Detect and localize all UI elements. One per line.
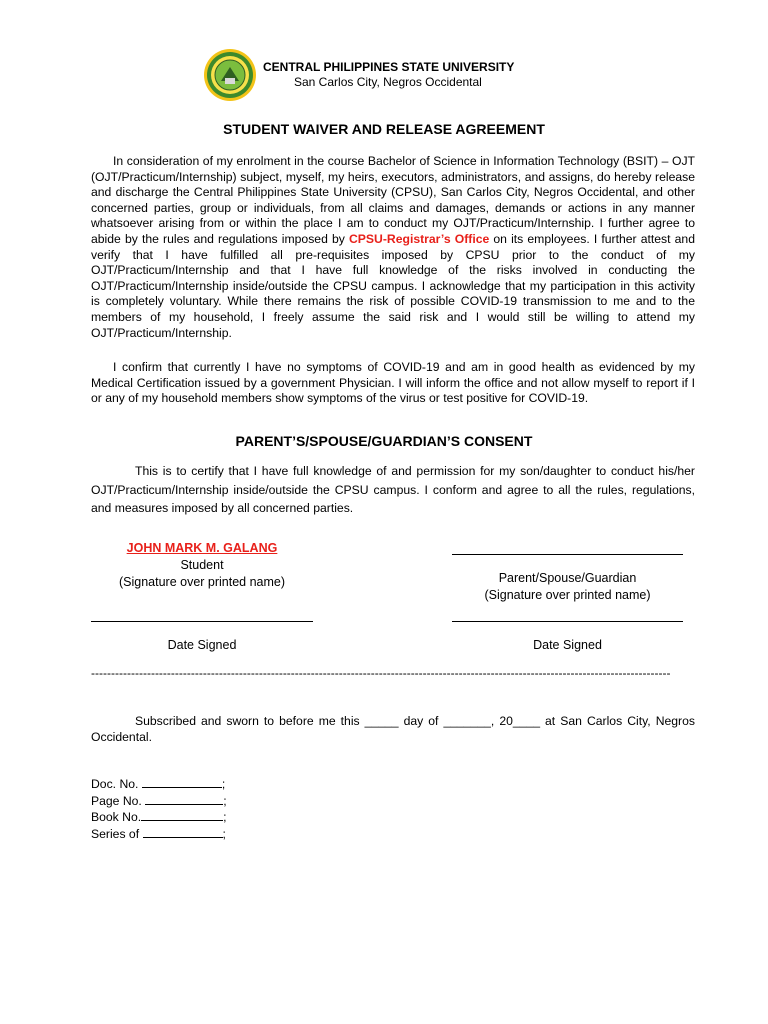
university-name: CENTRAL PHILIPPINES STATE UNIVERSITY — [263, 60, 515, 74]
student-date-label: Date Signed — [167, 638, 237, 652]
guardian-date-line — [452, 621, 683, 622]
guardian-role-label: Parent/Spouse/Guardian — [498, 571, 637, 585]
book-no-label: Book No. — [91, 810, 142, 825]
series-of-label: Series of — [91, 827, 140, 842]
notary-references — [91, 776, 227, 843]
waiver-paragraph-2 — [91, 360, 695, 407]
consent-paragraph — [91, 462, 695, 518]
guardian-date-label: Date Signed — [533, 638, 602, 652]
university-seal-logo — [203, 48, 257, 102]
book-no-suffix: ; — [223, 810, 227, 825]
notary-paragraph — [91, 713, 695, 745]
university-address: San Carlos City, Negros Occidental — [294, 75, 482, 89]
page-no-blank — [145, 793, 223, 805]
doc-no-blank — [142, 776, 222, 788]
page-no-row — [91, 793, 227, 810]
book-no-row — [91, 809, 227, 826]
document-header — [0, 48, 768, 108]
student-name: JOHN MARK M. GALANG — [126, 541, 278, 555]
guardian-signature-caption: (Signature over printed name) — [484, 588, 651, 602]
page-no-suffix: ; — [223, 793, 227, 808]
covid-confirmation-text: I confirm that currently I have no symptoms of COVID-19 and am in good health as evidenced by my Medical Certification issued by a government Physician. I will inform the office and not allow myself to report if I or any of my household members show symptoms of the virus or test positive for COVID-19. — [91, 360, 695, 406]
waiver-text-part2: on its employees. I further attest and verify that I have fulfilled all pre-requisites imposed by CPSU prior to the conduct of my OJT/Practicum/Internship and that I have full knowledge of the risks involved in conducting the OJT/Practicum/Internship inside/outside the CPSU campus. I acknowledge that my participation in this activity is completely voluntary. While there remains the risk of possible COVID-19 transmission to me and to the members of my household, I freely assume the said risk and I would still be willing to attend my OJT/Practicum/Internship. — [91, 231, 695, 340]
series-of-blank — [143, 826, 223, 838]
guardian-signature-line — [452, 554, 683, 555]
doc-no-label: Doc. No. — [91, 777, 139, 791]
student-date-block — [91, 606, 313, 654]
guardian-date-block — [452, 606, 683, 654]
student-signature-block — [91, 540, 313, 591]
book-no-blank — [141, 809, 223, 821]
waiver-paragraph-1 — [91, 154, 695, 341]
consent-text: This is to certify that I have full knowledge of and permission for my son/daughter to conduct his/her OJT/Practicum/Internship inside/outside the CPSU campus. I conform and agree to all the rules, regulations, and measures imposed by all concerned parties. — [91, 464, 695, 516]
guardian-signature-block — [452, 540, 683, 604]
student-signature-caption: (Signature over printed name) — [118, 575, 286, 589]
cut-line-separator: ------------------------------------------------------------------------------------------------------------------------------------------------- — [91, 666, 671, 680]
series-of-suffix: ; — [222, 827, 226, 842]
student-role-label: Student — [180, 558, 224, 572]
doc-no-suffix: ; — [221, 777, 226, 791]
waiver-title: STUDENT WAIVER AND RELEASE AGREEMENT — [223, 121, 545, 137]
registrar-office-highlight: CPSU-Registrar’s Office — [349, 231, 490, 246]
series-of-row — [91, 826, 227, 843]
waiver-text-part1: In consideration of my enrolment in the course Bachelor of Science in Information Technology (BSIT) – OJT (OJT/Practicum/Internship) subject, myself, my heirs, executors, administrators, and assigns, do hereby release and discharge the Central Philippines State University (CPSU), San Carlos City, Negros Occidental, and other concerned parties, group or individuals, from all claims and damages, demands or actions in any manner whatsoever arising from or within the place I am to conduct my OJT/Practicum/Internship. I further agree to abide by the rules and regulations imposed by — [91, 154, 695, 246]
student-date-line — [91, 621, 313, 622]
doc-no-row — [91, 776, 227, 793]
consent-title: PARENT’S/SPOUSE/GUARDIAN’S CONSENT — [235, 433, 533, 449]
page-no-label: Page No. — [91, 793, 142, 808]
notary-text: Subscribed and sworn to before me this _____ day of _______, 20____ at San Carlos City, Negros Occidental. — [91, 714, 695, 744]
